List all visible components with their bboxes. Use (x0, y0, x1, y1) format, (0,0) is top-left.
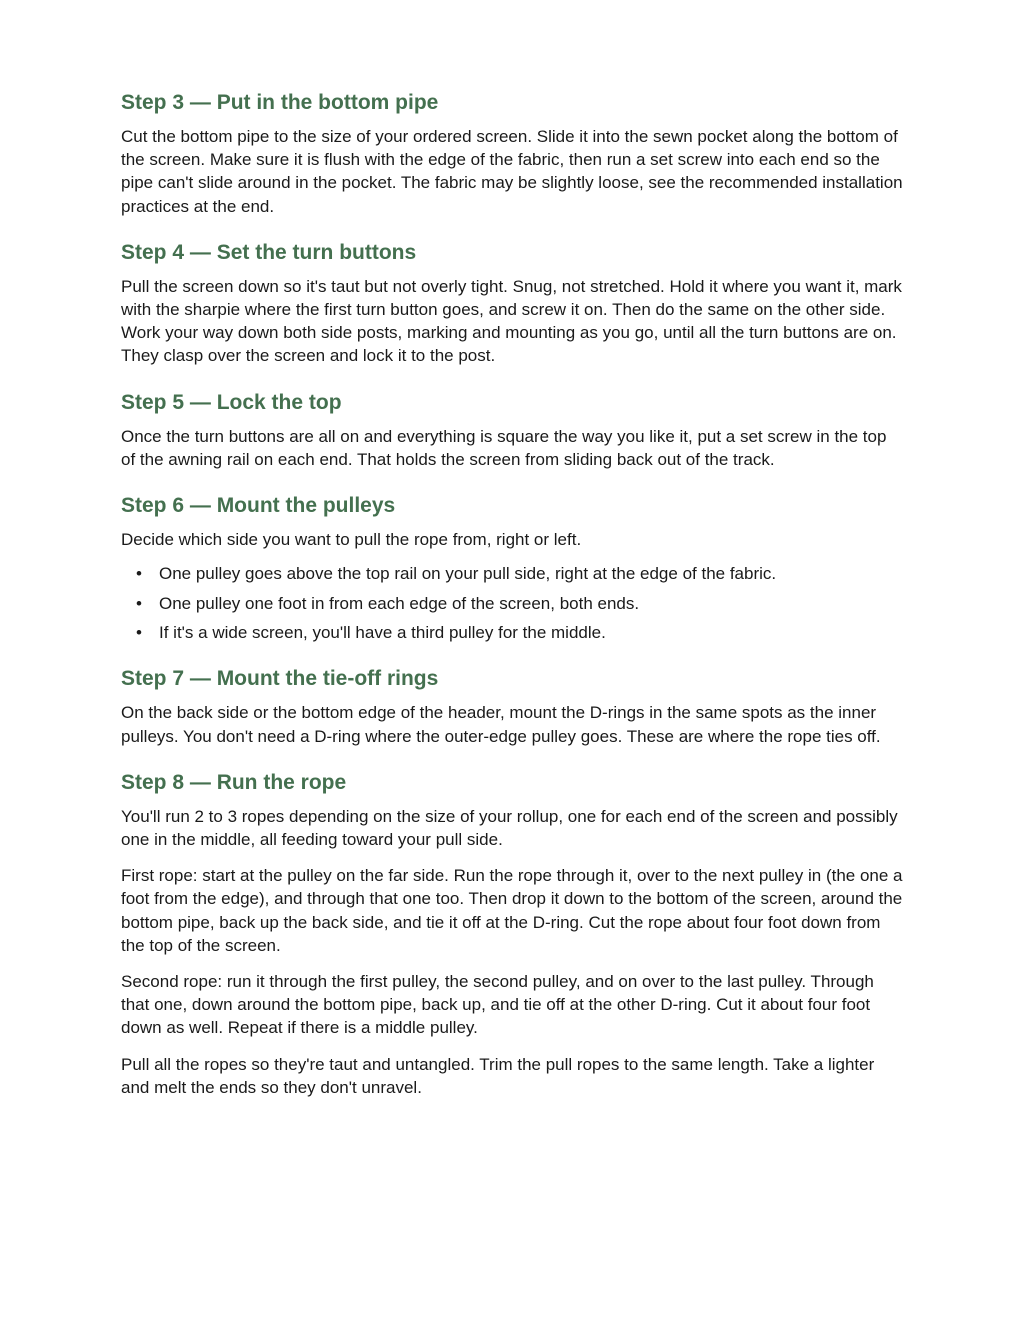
step-8-section (121, 769, 903, 1099)
pulley-bullet-list (121, 562, 903, 644)
step-6-heading: Step 6 — Mount the pulleys (121, 494, 396, 518)
bullet-glyph: • (136, 623, 142, 643)
step-4-section (121, 239, 903, 368)
list-item (121, 592, 903, 615)
bullet-glyph: • (136, 593, 142, 613)
step-5-section (121, 389, 903, 471)
step-8-paragraph-first-rope: First rope: start at the pulley on the far side. Run the rope through it, over to the next pulley in (the one a foot from the edge), and through that one too. Then drop it down to the bottom of the screen, around the bottom pipe, back up the back side, and tie it off at the D-ring. Cut the rope about four foot down from the top of the screen. (121, 866, 903, 955)
step-4-heading: Step 4 — Set the turn buttons (121, 240, 417, 264)
step-6-section (121, 492, 903, 644)
list-item-text: One pulley one foot in from each edge of the screen, both ends. (159, 593, 640, 613)
step-5-paragraph: Once the turn buttons are all on and everything is square the way you like it, put a set screw in the top of the awning rail on each end. That holds the screen from sliding back out of the track. (121, 426, 887, 469)
step-7-paragraph: On the back side or the bottom edge of the header, mount the D-rings in the same spots as the inner pulleys. You don't need a D-ring where the outer-edge pulley goes. These are where the rope ties off. (121, 703, 881, 746)
step-5-heading: Step 5 — Lock the top (121, 390, 342, 414)
step-3-section (121, 89, 903, 218)
list-item-text: One pulley goes above the top rail on your pull side, right at the edge of the fabric. (159, 564, 777, 584)
list-item (121, 562, 903, 585)
step-3-heading: Step 3 — Put in the bottom pipe (121, 91, 439, 114)
step-3-paragraph: Cut the bottom pipe to the size of your ordered screen. Slide it into the sewn pocket along the bottom of the screen. Make sure it is flush with the edge of the fabric, then run a set screw into each end so the pipe can't slide around in the pocket. The fabric may be slightly loose, see the recommended installation practices at the end. (121, 127, 903, 216)
step-4-paragraph: Pull the screen down so it's taut but not overly tight. Snug, not stretched. Hold it where you want it, mark with the sharpie where the first turn button goes, and screw it on. Then do the same on the other side. Work your way down both side posts, marking and mounting as you go, until all the turn buttons are on. They clasp over the screen and lock it to the post. (121, 276, 902, 366)
list-item (121, 621, 903, 644)
step-8-paragraph-intro: You'll run 2 to 3 ropes depending on the size of your rollup, one for each end of the screen and possibly one in the middle, all feeding toward your pull side. (121, 806, 898, 850)
step-6-paragraph: Decide which side you want to pull the rope from, right or left. (121, 530, 582, 550)
step-8-heading: Step 8 — Run the rope (121, 770, 347, 794)
step-8-paragraph-finish: Pull all the ropes so they're taut and untangled. Trim the pull ropes to the same length. Take a lighter and melt the ends so they don't unravel. (121, 1054, 875, 1097)
step-7-section (121, 665, 903, 747)
step-8-paragraph-second-rope: Second rope: run it through the first pulley, the second pulley, and on over to the last pulley. Through that one, down around the bottom pipe, back up, and tie off at the other D-ring. Cut it about four foot down as well. Repeat if there is a middle pulley. (121, 972, 874, 1038)
bullet-glyph: • (136, 564, 142, 584)
step-7-heading: Step 7 — Mount the tie-off rings (121, 667, 439, 691)
list-item-text: If it's a wide screen, you'll have a third pulley for the middle. (159, 623, 606, 643)
